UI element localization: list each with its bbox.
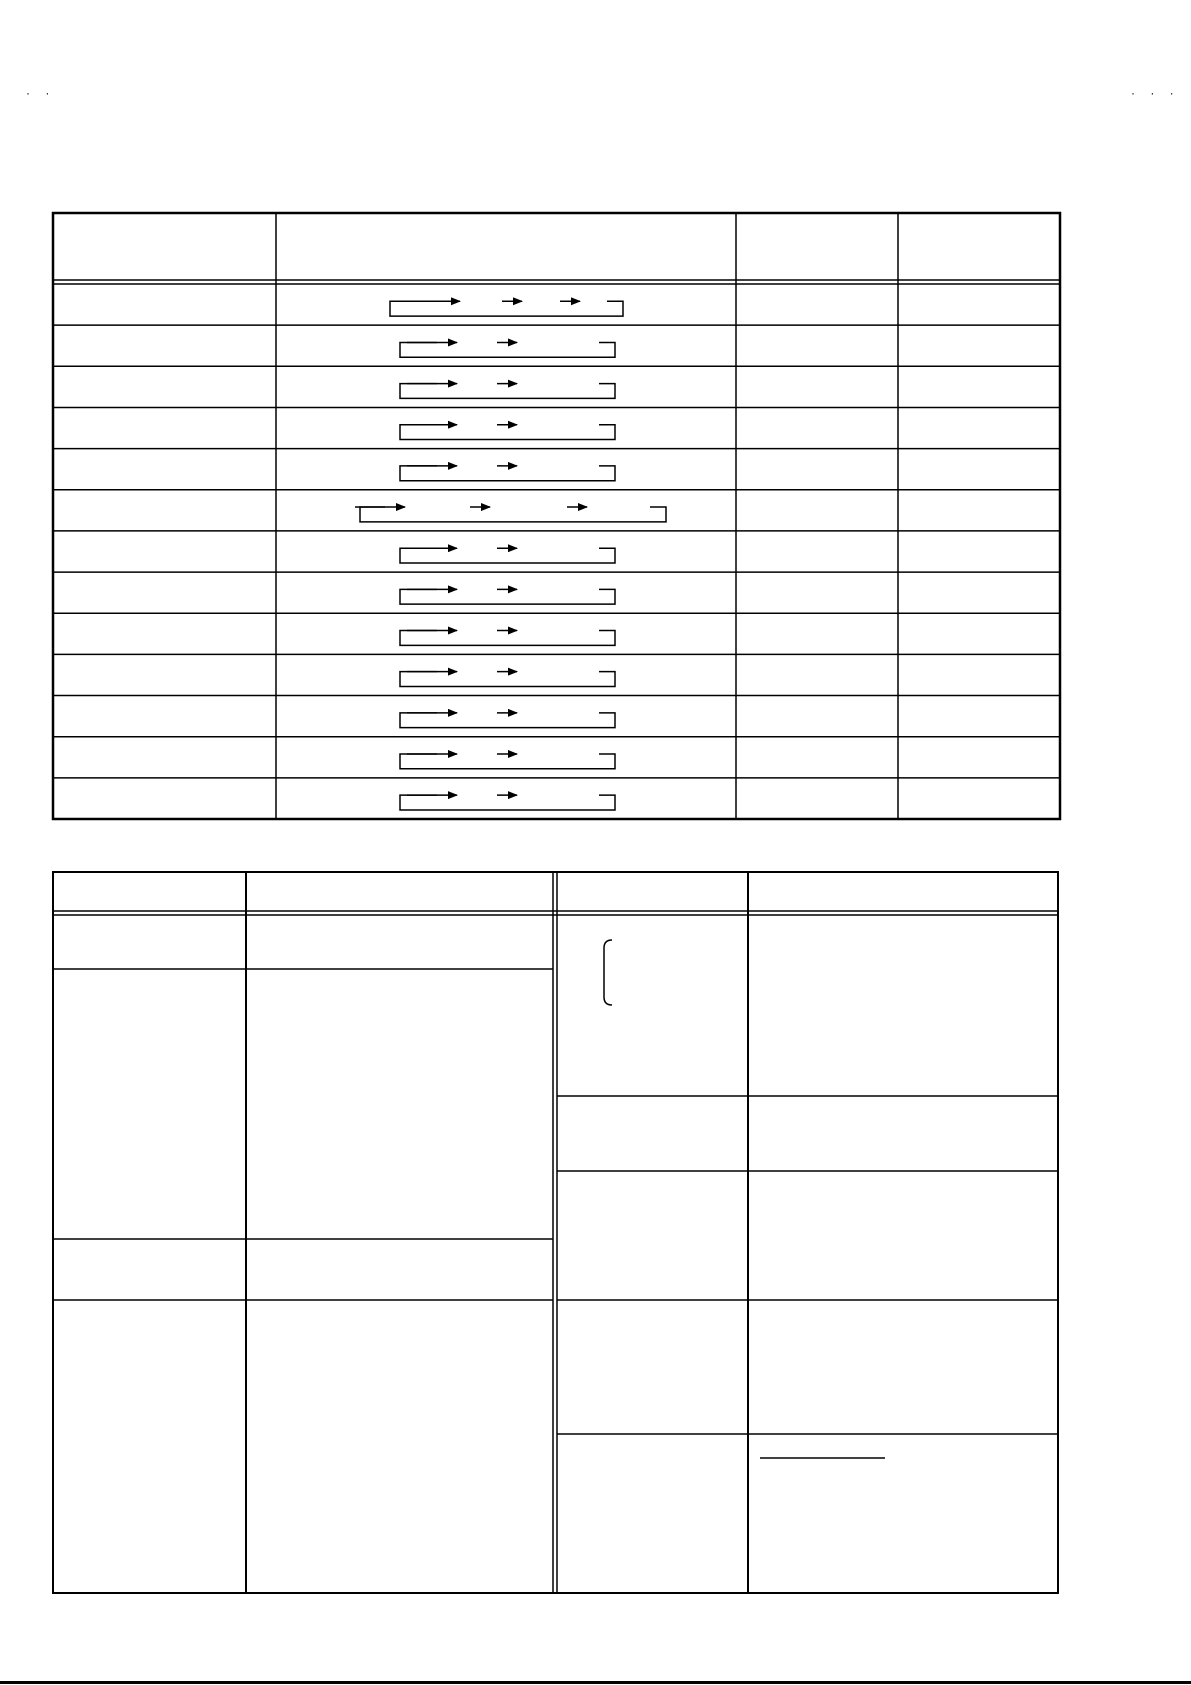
loop-path [400,548,615,563]
loop-diagram [400,672,615,687]
loop-diagram [400,713,615,728]
loop-diagram [400,589,615,604]
loop-path [400,672,615,687]
loop-path [400,425,615,440]
loop-path [400,713,615,728]
signal-sequence-table [53,213,1060,819]
loop-path [400,754,615,769]
loop-path [390,301,623,316]
table2-border [53,872,1058,1593]
loop-path [400,795,615,810]
loop-diagram [400,548,615,563]
loop-path [400,589,615,604]
bracket-mark [604,940,612,1005]
loop-path [400,466,615,481]
header-right-marks: · · · [1131,86,1180,100]
header-left-marks: · · [26,86,56,100]
page-bottom-rule [0,1681,1191,1684]
loop-diagram [390,301,623,316]
loop-diagram [400,342,615,357]
loop-path [400,631,615,646]
specification-table [53,872,1058,1593]
loop-diagram [400,466,615,481]
loop-diagram [400,795,615,810]
loop-path [400,342,615,357]
loop-diagram [400,425,615,440]
loop-diagram [400,754,615,769]
loop-path [400,384,615,399]
loop-diagram [400,631,615,646]
loop-diagram [400,384,615,399]
loop-diagram [355,507,666,522]
loop-path [360,507,666,522]
